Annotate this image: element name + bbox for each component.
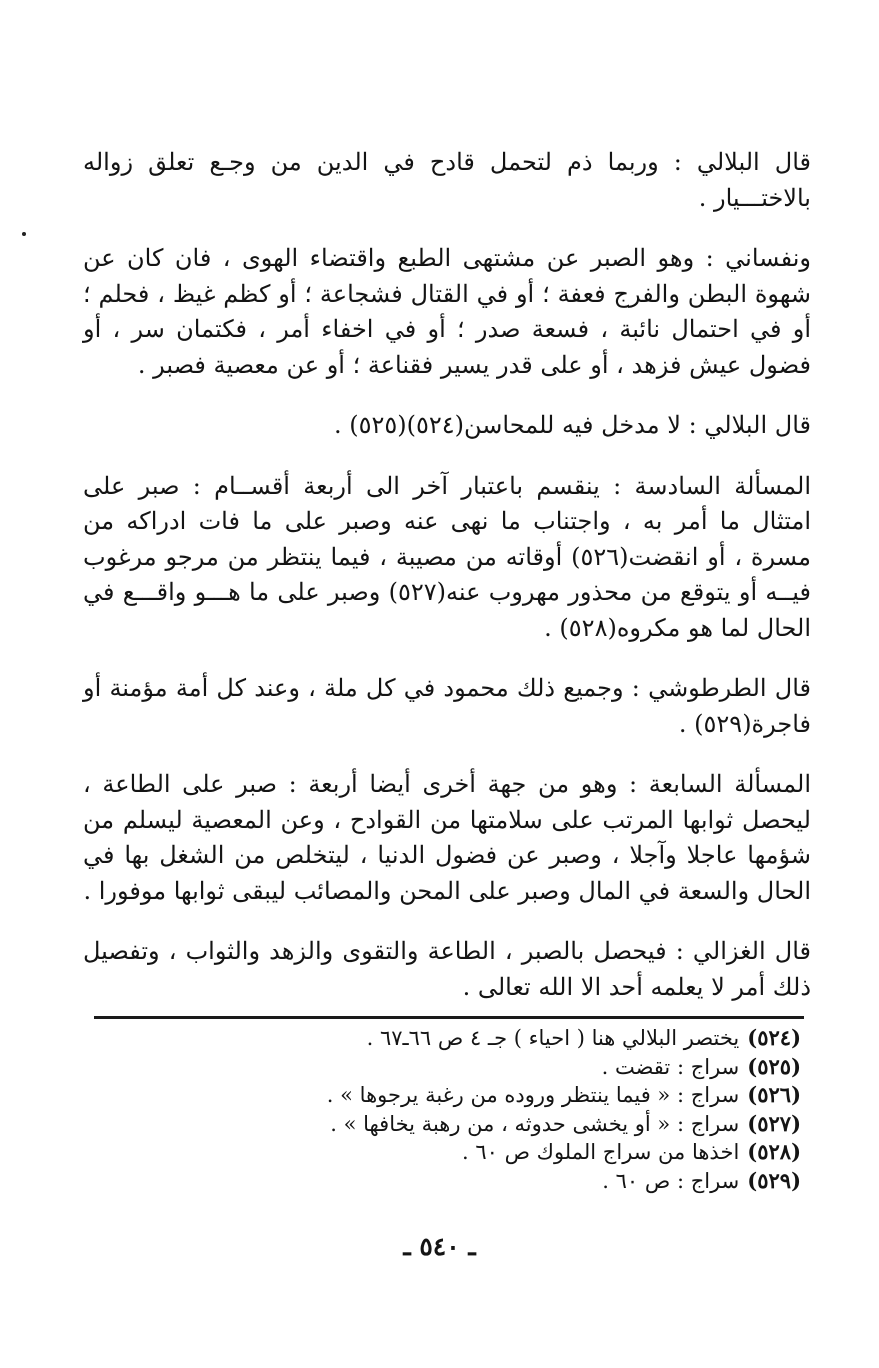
paragraph-4: المسألة السادسة : ينقسم باعتبار آخر الى أربعة أقســام : صبر على امتثال ما أمر به ، واجتناب ما نهى عنه وصبر على ما فات ادراكه من مسرة ، أو انقضت(٥٢٦) أوقاته من مصيبة ، فيما ينتظر من مرجو مرغوب فيــه أو يتوقع من محذور مهروب عنه(٥٢٧) وصبر على ما هـــو واقـــع في الحال لما هو مكروه(٥٢٨) . — [83, 471, 812, 642]
page-number: ـ ٥٤٠ ـ — [403, 1232, 476, 1261]
footnote-item — [101, 1110, 801, 1139]
footnote-item — [101, 1138, 801, 1167]
footnote-separator — [94, 1016, 804, 1019]
footnote-text: سراج : ص ٦٠ . — [602, 1168, 740, 1193]
footnotes-list — [101, 1024, 801, 1196]
footnote-item — [101, 1053, 801, 1082]
footnote-item — [101, 1024, 801, 1053]
paragraph-7: قال الغزالي : فيحصل بالصبر ، الطاعة والتقوى والزهد والثواب ، وتفصيل ذلك أمر لا يعلمه أحد الا الله تعالى . — [83, 937, 811, 1001]
footnote-text: سراج : تقضت . — [601, 1054, 740, 1079]
footnote-text: سراج : « أو يخشى حدوثه ، من رهبة يخافها » . — [330, 1111, 740, 1136]
footnote-text: يختصر البلالي هنا ( احياء ) جـ ٤ ص ٦٦ـ٦٧ . — [366, 1026, 740, 1050]
footnote-text: سراج : « فيما ينتظر وروده من رغبة يرجوها » . — [326, 1083, 740, 1108]
footnote-item — [101, 1167, 801, 1196]
paragraph-1: قال البلالي : وربما ذم لتحمل قادح في الدين من وجـع تعلق زواله بالاختـــيار . — [83, 148, 811, 212]
footnote-number: (٥٢٥) — [747, 1053, 801, 1079]
paragraph-3: قال البلالي : لا مدخل فيه للمحاسن(٥٢٤)(٥٢٥) . — [333, 411, 811, 439]
paragraph-6: المسألة السابعة : وهو من جهة أخرى أيضا أربعة : صبر على الطاعة ، ليحصل ثوابها المرتب على سلامتها من القوادح ، وعن المعصية ليسلم من شؤمها عاجلا وآجلا ، وصبر عن فضول الدنيا ، ليتخلص من الشغل بها في الحال والسعة في المال وصبر على المحن والمصائب ليبقى ثوابها موفورا . — [83, 770, 811, 905]
main-text — [83, 145, 811, 1030]
footnote-number: (٥٢٩) — [747, 1167, 801, 1193]
margin-dot — [22, 232, 26, 236]
paragraph-5: قال الطرطوشي : وجميع ذلك محمود في كل ملة ، وعند كل أمة مؤمنة أو فاجرة(٥٢٩) . — [83, 674, 811, 738]
footnote-item — [101, 1081, 801, 1110]
footnote-text: اخذها من سراج الملوك ص ٦٠ . — [461, 1140, 740, 1165]
footnote-number: (٥٢٦) — [747, 1082, 801, 1108]
footnote-number: (٥٢٨) — [747, 1139, 801, 1165]
paragraph-2: ونفساني : وهو الصبر عن مشتهى الطبع واقتضاء الهوى ، فان كان عن شهوة البطن والفرج فعفة ؛ أو في القتال فشجاعة ؛ أو كظم غيظ ، فحلم ؛ أو في احتمال نائبة ، فسعة صدر ؛ أو في اخفاء أمر ، فكتمان سر ، أو فضول عيش فزهد ، أو على قدر يسير فقناعة ؛ أو عن معصية فصبر . — [83, 244, 811, 379]
footnote-number: (٥٢٧) — [747, 1110, 801, 1136]
footnote-number: (٥٢٤) — [747, 1025, 801, 1050]
